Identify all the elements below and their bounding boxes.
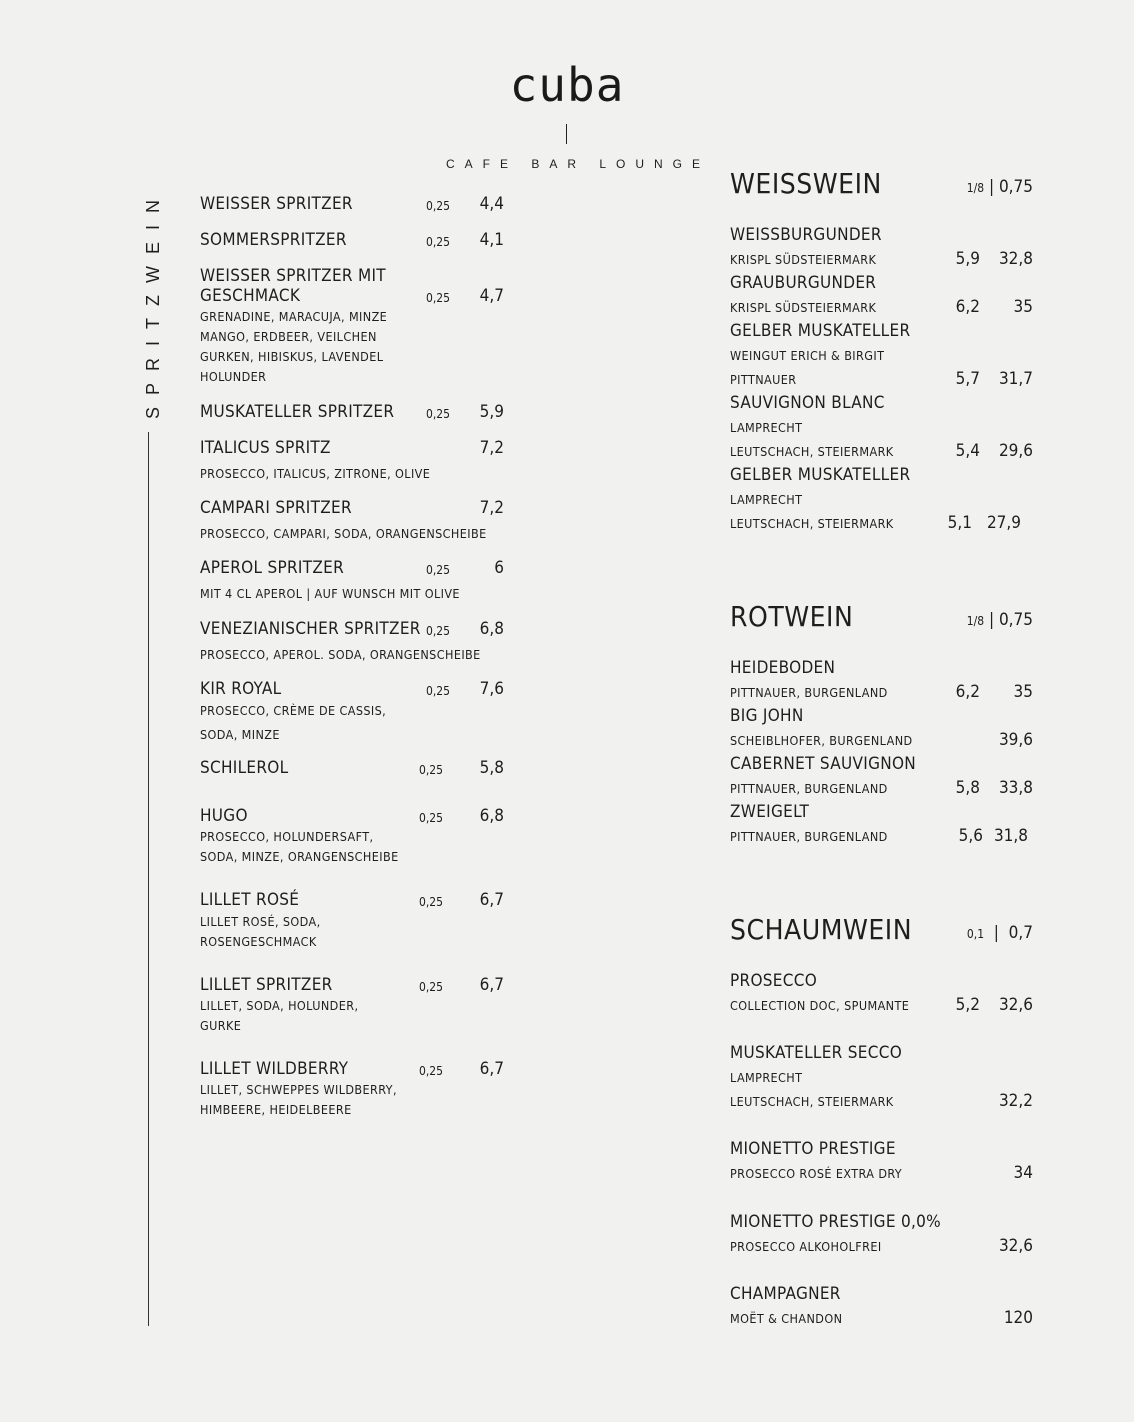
- wine-title: MIONETTO PRESTIGE: [730, 1139, 896, 1159]
- wine-price-glass: 5,4: [955, 441, 980, 461]
- spritz-item-price: 6,8: [479, 806, 504, 826]
- spritz-item-title-cont: GESCHMACK: [200, 286, 301, 306]
- wine-price-bottle: 32,6: [998, 1236, 1033, 1256]
- spritz-item-volume: 0,25: [426, 235, 451, 249]
- spritz-item-volume: 0,25: [419, 895, 444, 909]
- size-large: 0,75: [998, 177, 1033, 197]
- spritz-item-desc: PROSECCO, CRÈME DE CASSIS,: [200, 703, 387, 718]
- spritz-item-desc: LILLET ROSÉ, SODA,: [200, 914, 321, 929]
- wine-desc: KRISPL SÜDSTEIERMARK: [730, 252, 877, 267]
- spritz-item-price: 6,8: [479, 619, 504, 639]
- spritz-item-desc: PROSECCO, APEROL. SODA, ORANGENSCHEIBE: [200, 647, 481, 662]
- wine-price-bottle: 39,6: [998, 730, 1033, 750]
- spritz-item-volume: 0,25: [419, 763, 444, 777]
- spritz-item-volume: 0,25: [426, 407, 451, 421]
- wine-price-bottle: 31,7: [998, 369, 1033, 389]
- size-separator: |: [988, 177, 995, 197]
- spritz-item-price: 4,1: [479, 230, 504, 250]
- wine-price-glass: 5,6: [958, 826, 983, 846]
- wine-desc: LEUTSCHACH, STEIERMARK: [730, 1094, 894, 1109]
- spritz-item-price: 4,4: [479, 194, 504, 214]
- wine-desc: LAMPRECHT: [730, 1070, 803, 1085]
- size-header: [923, 177, 1033, 197]
- wine-price-glass: 5,1: [947, 513, 972, 533]
- spritz-item-desc: LILLET, SODA, HOLUNDER,: [200, 998, 359, 1013]
- logo-divider: [566, 124, 567, 144]
- wine-price-bottle: 34: [1013, 1163, 1033, 1183]
- spritz-item-price: 7,6: [479, 679, 504, 699]
- wine-price-bottle: 32,8: [998, 249, 1033, 269]
- spritz-item-price: 6,7: [479, 975, 504, 995]
- wine-price-glass: 5,7: [955, 369, 980, 389]
- spritz-item-title: HUGO: [200, 806, 248, 826]
- spritz-item-title: MUSKATELLER SPRITZER: [200, 402, 395, 422]
- wine-price-glass: 5,8: [955, 778, 980, 798]
- side-divider: [148, 432, 149, 1326]
- spritz-item-title: LILLET ROSÉ: [200, 890, 300, 910]
- spritz-item-desc: MIT 4 CL APEROL | AUF WUNSCH MIT OLIVE: [200, 586, 460, 601]
- wine-title: WEISSBURGUNDER: [730, 225, 882, 245]
- spritz-item-volume: 0,25: [426, 563, 451, 577]
- wine-desc: KRISPL SÜDSTEIERMARK: [730, 300, 877, 315]
- wine-title: HEIDEBODEN: [730, 658, 836, 678]
- wine-price-glass: 5,9: [955, 249, 980, 269]
- spritz-item-volume: 0,25: [426, 291, 451, 305]
- spritz-item-title: SOMMERSPRITZER: [200, 230, 347, 250]
- wine-price-glass: 5,2: [955, 995, 980, 1015]
- spritz-item-title: LILLET WILDBERRY: [200, 1059, 349, 1079]
- spritz-item-price: 6: [494, 558, 504, 578]
- spritz-item-price: 5,9: [479, 402, 504, 422]
- wine-desc: LAMPRECHT: [730, 492, 803, 507]
- spritz-item-price: 7,2: [479, 438, 504, 458]
- size-header: [923, 610, 1033, 630]
- wine-title: GELBER MUSKATELLER: [730, 321, 911, 341]
- wine-desc: SCHEIBLHOFER, BURGENLAND: [730, 733, 913, 748]
- spritz-item-price: 7,2: [479, 498, 504, 518]
- spritz-item-volume: 0,25: [419, 1064, 444, 1078]
- spritz-item-price: 4,7: [479, 286, 504, 306]
- spritz-item-title: CAMPARI SPRITZER: [200, 498, 352, 518]
- spritz-item-title: KIR ROYAL: [200, 679, 282, 699]
- spritz-item-desc: SODA, MINZE, ORANGENSCHEIBE: [200, 849, 399, 864]
- size-header: [923, 923, 1033, 943]
- section-label-spritzwein: SPRITZWEIN: [143, 188, 163, 419]
- spritz-item-volume: 0,25: [426, 624, 451, 638]
- spritz-item-desc: MANGO, ERDBEER, VEILCHEN: [200, 329, 377, 344]
- spritz-item-desc: HIMBEERE, HEIDELBEERE: [200, 1102, 352, 1117]
- spritz-item-desc: HOLUNDER: [200, 369, 267, 384]
- size-small: 1/8: [966, 181, 985, 195]
- wine-desc: COLLECTION DOC, SPUMANTE: [730, 998, 910, 1013]
- section-heading-schaumwein: SCHAUMWEIN: [730, 913, 913, 946]
- spritz-item-title: LILLET SPRITZER: [200, 975, 333, 995]
- wine-price-bottle: 29,6: [998, 441, 1033, 461]
- wine-desc: PITTNAUER: [730, 372, 797, 387]
- wine-title: MIONETTO PRESTIGE 0,0%: [730, 1212, 941, 1232]
- wine-price-bottle: 32,2: [998, 1091, 1033, 1111]
- spritz-item-desc: LILLET, SCHWEPPES WILDBERRY,: [200, 1082, 397, 1097]
- wine-title: ZWEIGELT: [730, 802, 810, 822]
- spritz-item-volume: 0,25: [426, 199, 451, 213]
- wine-desc: LEUTSCHACH, STEIERMARK: [730, 444, 894, 459]
- wine-title: MUSKATELLER SECCO: [730, 1043, 903, 1063]
- spritz-item-volume: 0,25: [426, 684, 451, 698]
- size-small: 1/8: [966, 614, 985, 628]
- wine-desc: PROSECCO ROSÉ EXTRA DRY: [730, 1166, 903, 1181]
- wine-price-bottle: 35: [1013, 682, 1033, 702]
- wine-desc: PITTNAUER, BURGENLAND: [730, 829, 888, 844]
- spritz-item-desc: ROSENGESCHMACK: [200, 934, 317, 949]
- wine-desc: PITTNAUER, BURGENLAND: [730, 781, 888, 796]
- spritz-item-price: 5,8: [479, 758, 504, 778]
- spritz-item-title: APEROL SPRITZER: [200, 558, 345, 578]
- spritz-item-price: 6,7: [479, 890, 504, 910]
- wine-desc: WEINGUT ERICH & BIRGIT: [730, 348, 885, 363]
- spritz-item-title: WEISSER SPRITZER: [200, 194, 353, 214]
- spritz-item-desc: PROSECCO, HOLUNDERSAFT,: [200, 829, 374, 844]
- spritz-item-desc: GURKE: [200, 1018, 242, 1033]
- spritz-item-title: ITALICUS SPRITZ: [200, 438, 331, 458]
- size-small: 0,1: [966, 927, 985, 941]
- spritz-item-title: SCHILEROL: [200, 758, 289, 778]
- wine-desc: LEUTSCHACH, STEIERMARK: [730, 516, 894, 531]
- spritz-item-desc: PROSECCO, CAMPARI, SODA, ORANGENSCHEIBE: [200, 526, 487, 541]
- spritz-item-price: 6,7: [479, 1059, 504, 1079]
- spritz-item-desc: PROSECCO, ITALICUS, ZITRONE, OLIVE: [200, 466, 431, 481]
- wine-title: CABERNET SAUVIGNON: [730, 754, 917, 774]
- wine-price-bottle: 32,6: [998, 995, 1033, 1015]
- size-large: 0,7: [1008, 923, 1033, 943]
- wine-price-glass: 6,2: [955, 682, 980, 702]
- spritz-item-title: VENEZIANISCHER SPRITZER: [200, 619, 421, 639]
- wine-title: PROSECCO: [730, 971, 818, 991]
- brand-tagline: CAFE BAR LOUNGE: [446, 157, 711, 171]
- wine-desc: PROSECCO ALKOHOLFREI: [730, 1239, 882, 1254]
- wine-desc: LAMPRECHT: [730, 420, 803, 435]
- section-heading-rotwein: ROTWEIN: [730, 600, 854, 633]
- wine-title: SAUVIGNON BLANC: [730, 393, 885, 413]
- wine-title: GRAUBURGUNDER: [730, 273, 877, 293]
- section-heading-weisswein: WEISSWEIN: [730, 167, 882, 200]
- wine-price-bottle: 35: [1013, 297, 1033, 317]
- spritz-item-desc: GURKEN, HIBISKUS, LAVENDEL: [200, 349, 384, 364]
- brand-logo: cuba: [509, 58, 625, 112]
- spritz-item-desc: GRENADINE, MARACUJA, MINZE: [200, 309, 388, 324]
- spritz-item-volume: 0,25: [419, 811, 444, 825]
- wine-desc: MOËT & CHANDON: [730, 1311, 843, 1326]
- wine-price-glass: 6,2: [955, 297, 980, 317]
- wine-price-bottle: 27,9: [986, 513, 1021, 533]
- spritz-item-desc: SODA, MINZE: [200, 727, 280, 742]
- wine-price-bottle: 120: [1003, 1308, 1033, 1328]
- wine-title: CHAMPAGNER: [730, 1284, 841, 1304]
- spritz-item-volume: 0,25: [419, 980, 444, 994]
- size-separator: |: [988, 610, 995, 630]
- size-separator: |: [993, 923, 999, 943]
- spritz-item-title: WEISSER SPRITZER MIT: [200, 266, 386, 286]
- wine-title: BIG JOHN: [730, 706, 804, 726]
- wine-price-bottle: 31,8: [993, 826, 1028, 846]
- wine-desc: PITTNAUER, BURGENLAND: [730, 685, 888, 700]
- wine-title: GELBER MUSKATELLER: [730, 465, 911, 485]
- wine-price-bottle: 33,8: [998, 778, 1033, 798]
- size-large: 0,75: [998, 610, 1033, 630]
